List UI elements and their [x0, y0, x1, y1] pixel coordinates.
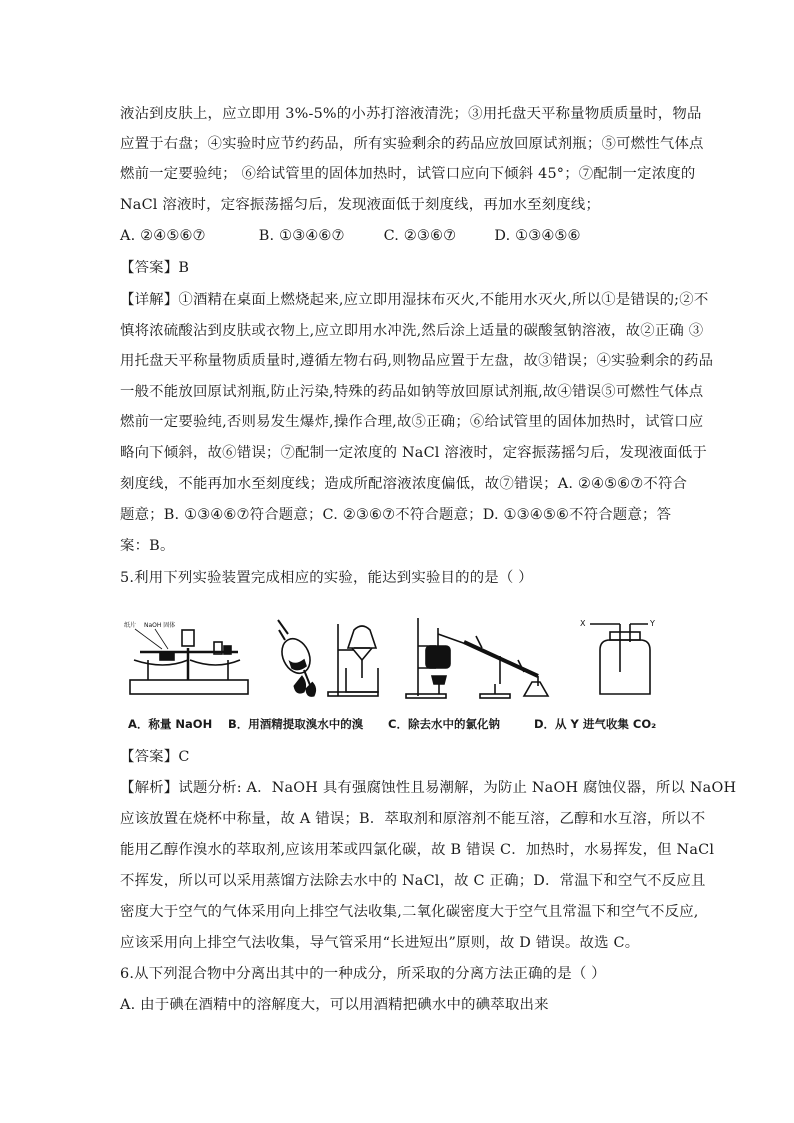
- label-paper: 纸片: [124, 622, 137, 629]
- q4-option-b: B. ①③④⑥⑦: [258, 228, 345, 244]
- distillation-apparatus-icon: [406, 618, 548, 698]
- q4-options: [120, 225, 581, 247]
- q5-answer: 【答案】C: [120, 749, 190, 765]
- q5-explanation-line-4: 不挥发，所以可以采用蒸馏方法除去水中的 NaCl，故 C 正确；D．常温下和空气不反应且: [120, 873, 706, 889]
- caption-c: C．除去水中的氯化钠: [388, 717, 500, 731]
- q4-option-d: D. ①③④⑤⑥: [494, 228, 581, 244]
- q4-explanation-line-7: 刻度线，不能再加水至刻度线；造成所配溶液浓度偏低，故⑦错误；A. ②④⑤⑥⑦不符合: [120, 476, 688, 492]
- label-y: Y: [650, 619, 655, 628]
- apparatus-drawings: [120, 612, 680, 716]
- q4-stem-line-1: 液沾到皮肤上，应立即用 3%-5%的小苏打溶液清洗；③用托盘天平称量物质质量时，物品: [120, 106, 702, 122]
- q5-explanation-line-5: 密度大于空气的气体采用向上排空气法收集,二氧化碳密度大于空气且常温下和空气不反应,: [120, 904, 699, 920]
- q6-stem: 6.从下列混合物中分离出其中的一种成分，所采取的分离方法正确的是（ ）: [120, 966, 606, 982]
- caption-a: A．称量 NaOH: [128, 717, 213, 731]
- q4-stem-line-4: NaCl 溶液时，定容振荡摇匀后，发现液面低于刻度线，再加水至刻度线；: [120, 197, 601, 213]
- q5-explanation-line-6: 应该采用向上排空气法收集，导气管采用“长进短出”原则，故 D 错误。故选 C。: [120, 935, 640, 951]
- label-naoh-solid: NaOH 固体: [144, 622, 176, 629]
- label-x: X: [580, 619, 586, 628]
- q4-stem-line-3: 燃前一定要验纯； ⑥给试管里的固体加热时，试管口应向下倾斜 45°；⑦配制一定浓度的: [120, 166, 696, 182]
- apparatus-figure: [120, 612, 680, 742]
- caption-b: B．用酒精提取溴水中的溴: [228, 717, 364, 731]
- q4-explanation-line-6: 略向下倾斜，故⑥错误；⑦配制一定浓度的 NaCl 溶液时，定容振荡摇匀后，发现液面低于: [120, 445, 707, 461]
- q4-option-a: A. ②④⑤⑥⑦: [120, 228, 206, 244]
- q5-stem: 5.利用下列实验装置完成相应的实验，能达到实验目的的是（ ）: [120, 570, 533, 586]
- funnel-filtration-icon: [328, 624, 378, 696]
- q4-explanation-line-4: 一般不能放回原试剂瓶,防止污染,特殊的药品如钠等放回原试剂瓶,故④错误⑤可燃性气体点: [120, 384, 704, 400]
- q4-explanation-line-3: 用托盘天平称量物质质量时,遵循左物右码,则物品应置于左盘，故③错误；④实验剩余的药品: [120, 353, 714, 369]
- q4-explanation-line-1: 【详解】①酒精在桌面上燃烧起来,应立即用湿抹布灭火,不能用水灭火,所以①是错误的;②不: [120, 292, 709, 308]
- q6-option-a: A. 由于碘在酒精中的溶解度大，可以用酒精把碘水中的碘萃取出来: [120, 997, 549, 1013]
- q4-explanation-line-5: 燃前一定要验纯,否则易发生爆炸,操作合理,故⑤正确；⑥给试管里的固体加热时，试管口应: [120, 414, 704, 430]
- separatory-funnel-icon: [277, 620, 316, 696]
- caption-d: D．从 Y 进气收集 CO₂: [534, 717, 657, 731]
- q4-option-c: C. ②③⑥⑦: [383, 228, 457, 244]
- q4-stem-line-2: 应置于右盘；④实验时应节约药品，所有实验剩余的药品应放回原试剂瓶；⑤可燃性气体点: [120, 136, 704, 152]
- q4-explanation-line-8: 题意；B. ①③④⑥⑦符合题意；C. ②③⑥⑦不符合题意；D. ①③④⑤⑥不符合题意；答: [120, 507, 672, 523]
- balance-icon: [124, 621, 248, 694]
- q5-explanation-line-1: 【解析】试题分析: A．NaOH 具有强腐蚀性且易潮解，为防止 NaOH 腐蚀仪器，所以 NaOH: [120, 780, 737, 796]
- q4-answer: 【答案】B: [120, 260, 190, 276]
- q4-explanation-line-2: 慎将浓硫酸沾到皮肤或衣物上,应立即用水冲洗,然后涂上适量的碳酸氢钠溶液，故②正确 ③: [120, 323, 704, 339]
- gas-collecting-bottle-icon: [580, 619, 655, 694]
- q5-explanation-line-3: 能用乙醇作溴水的萃取剂,应该用苯或四氯化碳，故 B 错误 C．加热时，水易挥发，但 NaCl: [120, 842, 715, 858]
- q4-explanation-line-9: 案：B。: [120, 538, 175, 554]
- q5-explanation-line-2: 应该放置在烧杯中称量，故 A 错误；B．萃取剂和原溶剂不能互溶，乙醇和水互溶，所以不: [120, 811, 706, 827]
